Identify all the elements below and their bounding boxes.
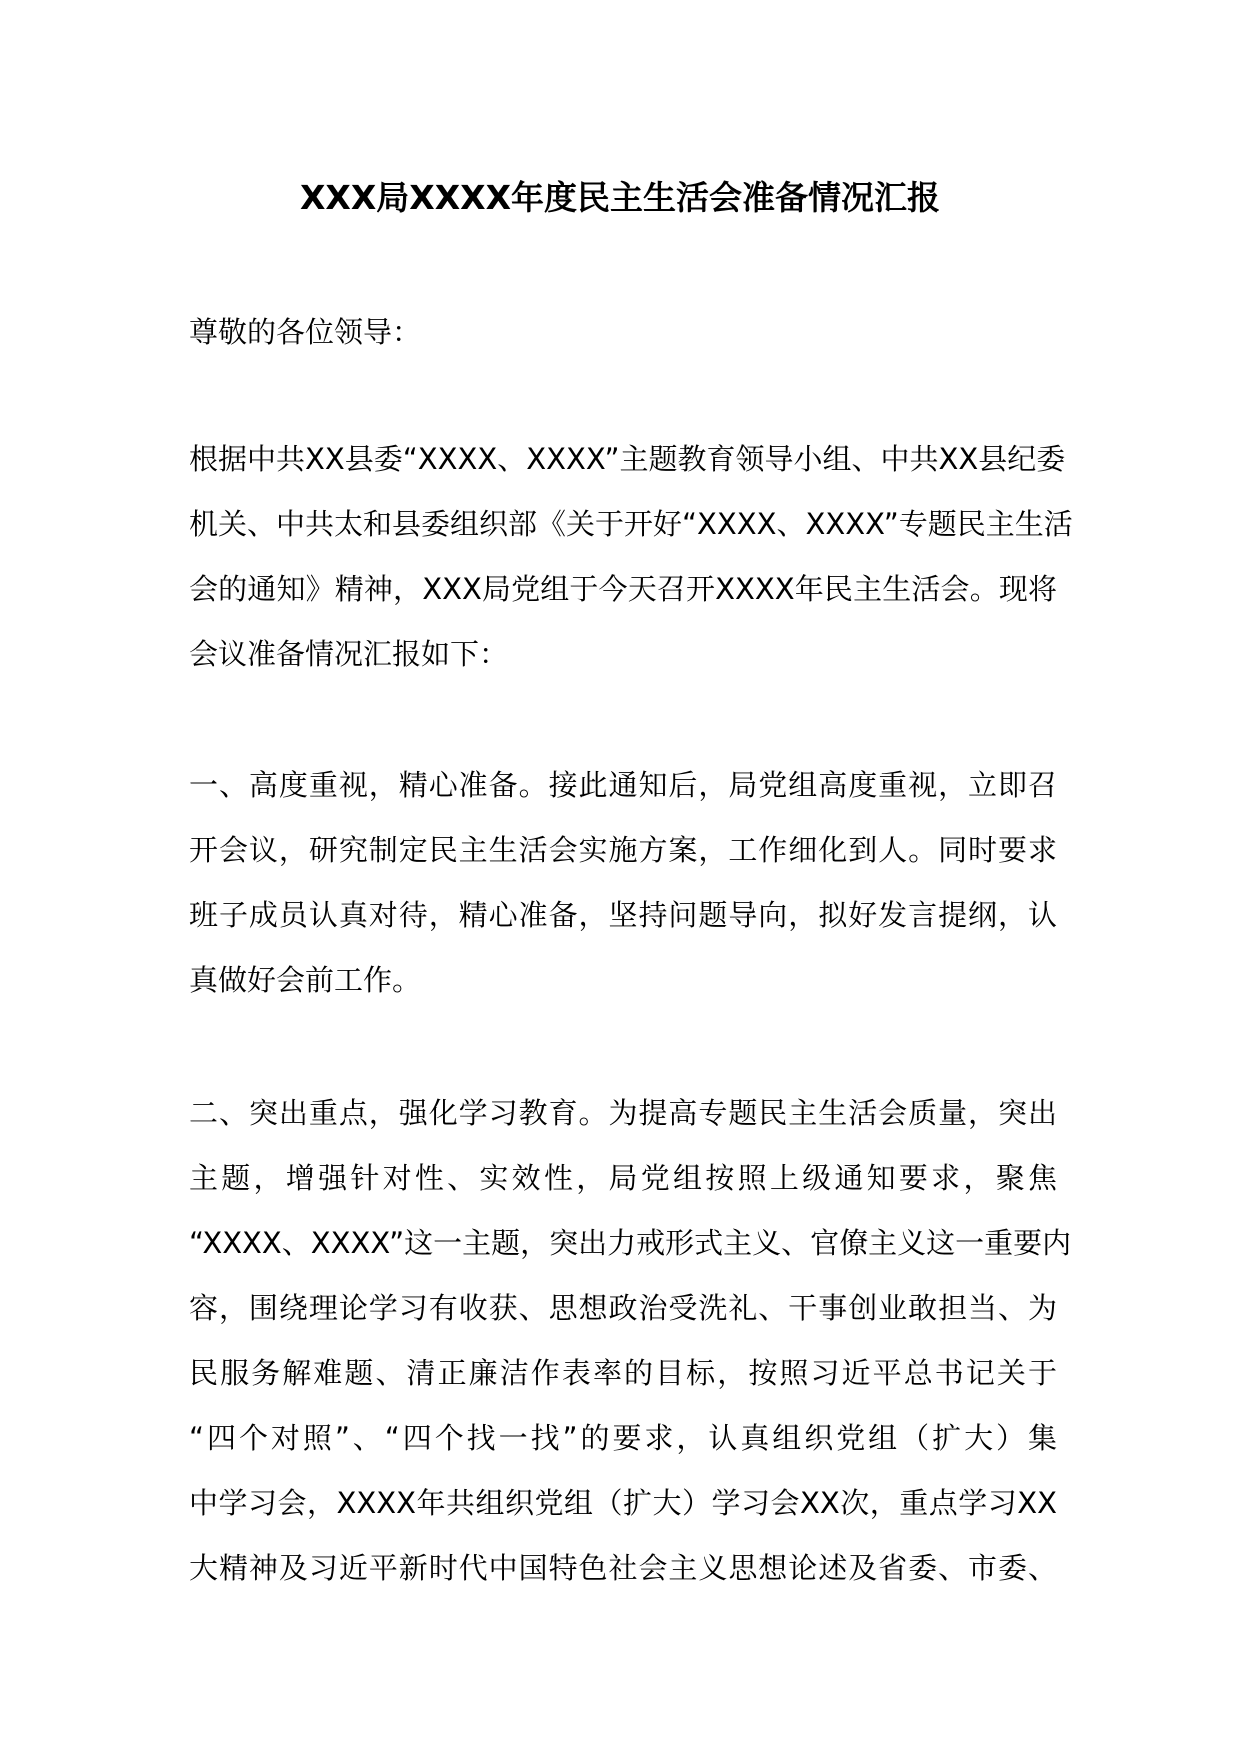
text-line: 开会议，研究制定民主生活会实施方案，工作细化到人。同时要求 [189, 833, 1057, 867]
text-line: “四个对照”、“四个找一找”的要求，认真组织党组（扩大）集 [189, 1421, 1057, 1455]
text-line: 大精神及习近平新时代中国特色社会主义思想论述及省委、市委、 [189, 1551, 1057, 1585]
text-line: 一、高度重视，精心准备。接此通知后，局党组高度重视，立即召 [189, 768, 1057, 802]
salutation-text: 尊敬的各位领导： [189, 315, 422, 349]
text-line: 真做好会前工作。 [189, 963, 422, 997]
text-line: 机关、中共太和县委组织部《关于开好“XXXX、XXXX”专题民主生活 [189, 507, 1073, 541]
text-line: 班子成员认真对待，精心准备，坚持问题导向，拟好发言提纲，认 [189, 898, 1057, 932]
salutation [189, 300, 1057, 365]
paragraph-intro [189, 427, 1073, 687]
text-line: 会议准备情况汇报如下： [189, 637, 509, 671]
text-line: 二、突出重点，强化学习教育。为提高专题民主生活会质量，突出 [189, 1096, 1057, 1130]
text-line: 民服务解难题、清正廉洁作表率的目标，按照习近平总书记关于 [189, 1356, 1057, 1390]
text-line: 容，围绕理论学习有收获、思想政治受洗礼、干事创业敢担当、为 [189, 1291, 1057, 1325]
text-line: 中学习会，XXXX年共组织党组（扩大）学习会XX次，重点学习XX [189, 1486, 1057, 1520]
text-line: 会的通知》精神，XXX局党组于今天召开XXXX年民主生活会。现将 [189, 572, 1057, 606]
text-line: 主题，增强针对性、实效性，局党组按照上级通知要求，聚焦 [189, 1161, 1057, 1195]
text-line: 根据中共XX县委“XXXX、XXXX”主题教育领导小组、中共XX县纪委 [189, 442, 1066, 476]
paragraph-section-2 [189, 1081, 1072, 1601]
paragraph-section-1 [189, 753, 1057, 1013]
document-title: XXX局XXXX年度民主生活会准备情况汇报 [299, 178, 941, 217]
text-line: “XXXX、XXXX”这一主题，突出力戒形式主义、官僚主义这一重要内 [189, 1226, 1072, 1260]
